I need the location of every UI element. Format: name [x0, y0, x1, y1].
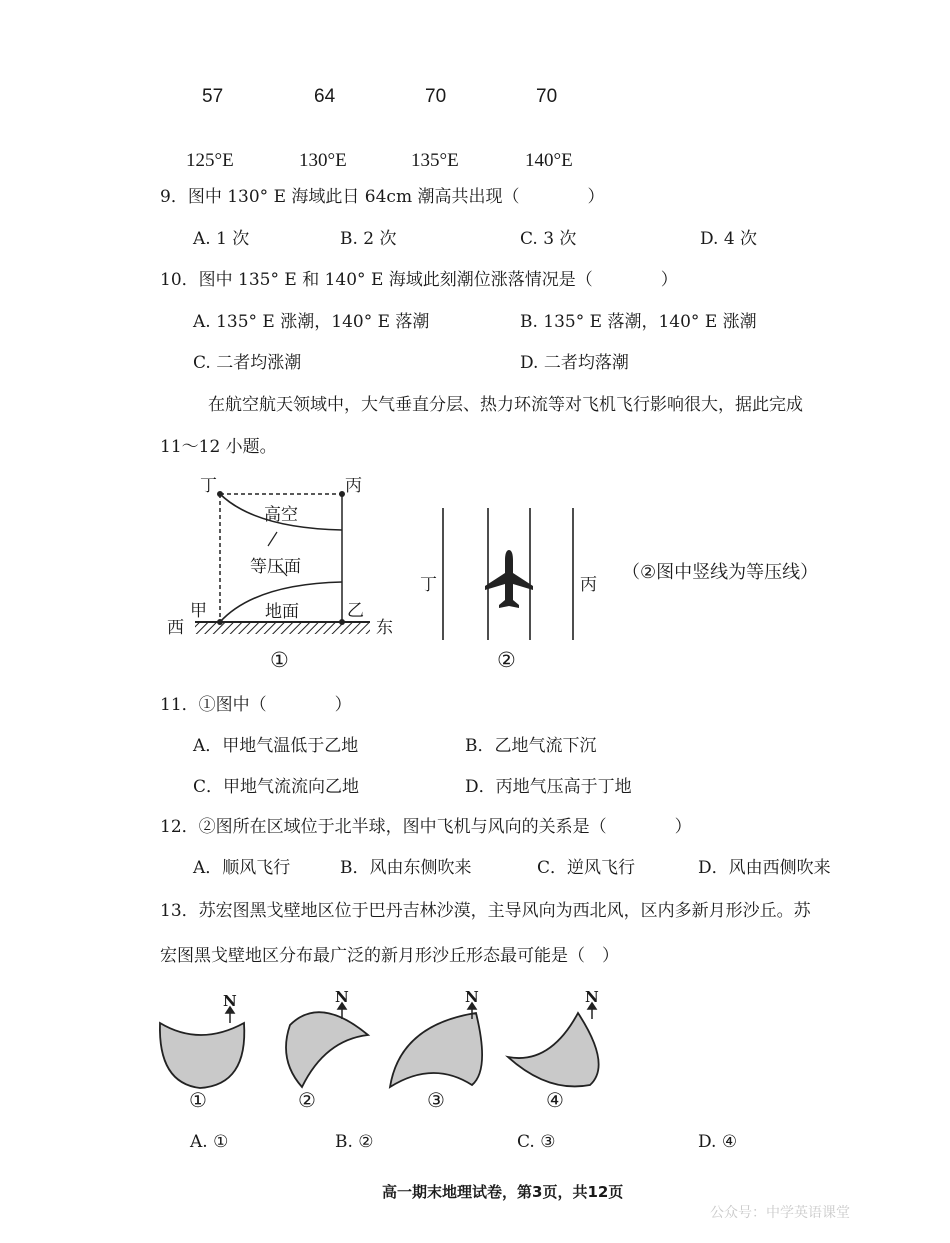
page-footer: 高一期末地理试卷，第3页，共12页 — [382, 1183, 624, 1201]
point-yi — [339, 619, 345, 625]
q10-option-a: A. 135° E 涨潮，140° E 落潮 — [193, 312, 430, 332]
intro-line-1: 在航空航天领域中，大气垂直分层、热力环流等对飞机飞行影响很大，据此完成 — [208, 395, 803, 415]
longitude-130: 130°E — [299, 150, 347, 171]
north-label-3: N — [465, 988, 479, 1006]
dune-label-1: ① — [189, 1088, 207, 1112]
q11-option-a: A．甲地气温低于乙地 — [193, 736, 359, 756]
question-12-stem: 12．②图所在区域位于北半球，图中飞机与风向的关系是（ ） — [160, 817, 692, 837]
q11-option-b: B．乙地气流下沉 — [465, 736, 597, 756]
question-11-stem: 11．①图中（ ） — [160, 695, 352, 715]
fig1-label-dimian: 地面 — [265, 602, 299, 622]
q11-option-c: C．甲地气流流向乙地 — [193, 777, 360, 797]
tide-value-140: 70 — [536, 86, 558, 107]
tide-value-130: 64 — [314, 86, 336, 107]
fig1-number-label: ① — [270, 648, 289, 672]
fig2-note: （②图中竖线为等压线） — [622, 562, 819, 583]
longitude-125: 125°E — [186, 150, 234, 171]
point-ding — [217, 491, 223, 497]
q13-option-c: C. ③ — [517, 1132, 556, 1152]
fig1-label-ding: 丁 — [200, 476, 217, 496]
airplane-icon — [485, 550, 533, 608]
north-label-4: N — [585, 988, 599, 1006]
fig1-label-dong: 东 — [376, 618, 393, 638]
intro-line-2: 11～12 小题。 — [160, 437, 277, 457]
longitude-140: 140°E — [525, 150, 573, 171]
question-10-stem: 10．图中 135° E 和 140° E 海域此刻潮位涨落情况是（ ） — [160, 270, 678, 290]
point-jia — [217, 619, 223, 625]
q12-option-c: C．逆风飞行 — [537, 858, 636, 878]
fig2-label-ding: 丁 — [420, 575, 437, 595]
q10-option-d: D. 二者均落潮 — [520, 353, 629, 373]
dune-4-shape — [508, 1013, 599, 1086]
q11-option-d: D．丙地气压高于丁地 — [465, 777, 632, 797]
dune-2-shape — [286, 1012, 368, 1087]
fig1-label-gaokong: 高空 — [264, 505, 298, 525]
question-13-line-1: 13．苏宏图黑戈壁地区位于巴丹吉林沙漠，主导风向为西北风，区内多新月形沙丘。苏 — [160, 901, 811, 921]
question-9-stem: 9．图中 130° E 海域此日 64cm 潮高共出现（ ） — [160, 187, 605, 207]
tide-value-125: 57 — [202, 86, 224, 107]
fig1-label-dengyamian: 等压面 — [250, 557, 301, 577]
dune-3-shape — [390, 1013, 482, 1087]
q12-option-d: D．风由西侧吹来 — [698, 858, 831, 878]
q13-option-d: D. ④ — [698, 1132, 738, 1152]
fig1-label-bing: 丙 — [345, 476, 362, 496]
q9-option-a: A. 1 次 — [193, 229, 250, 249]
fig2-label-bing: 丙 — [580, 575, 597, 595]
fig1-label-jia: 甲 — [190, 601, 207, 621]
watermark: 公众号：中学英语课堂 — [710, 1205, 850, 1221]
fig1-label-xi: 西 — [167, 618, 184, 638]
north-label-2: N — [335, 988, 349, 1006]
question-13-line-2: 宏图黑戈壁地区分布最广泛的新月形沙丘形态最可能是（ ） — [160, 946, 619, 966]
fig2-number-label: ② — [497, 648, 516, 672]
q12-option-a: A．顺风飞行 — [193, 858, 291, 878]
q10-option-c: C. 二者均涨潮 — [193, 353, 302, 373]
dune-1-shape — [160, 1023, 244, 1088]
q9-option-c: C. 3 次 — [520, 229, 577, 249]
q10-option-b: B. 135° E 落潮，140° E 涨潮 — [520, 312, 757, 332]
dune-label-3: ③ — [427, 1088, 445, 1112]
tide-value-135: 70 — [425, 86, 447, 107]
q13-option-b: B. ② — [335, 1132, 374, 1152]
q9-option-d: D. 4 次 — [700, 229, 758, 249]
figure-2-diagram — [410, 500, 590, 650]
q13-option-a: A. ① — [190, 1132, 229, 1152]
fig1-label-yi: 乙 — [347, 601, 364, 621]
q12-option-b: B．风由东侧吹来 — [340, 858, 472, 878]
north-label-1: N — [223, 992, 237, 1010]
q9-option-b: B. 2 次 — [340, 229, 397, 249]
dune-label-2: ② — [298, 1088, 316, 1112]
longitude-135: 135°E — [411, 150, 459, 171]
dune-label-4: ④ — [546, 1088, 564, 1112]
